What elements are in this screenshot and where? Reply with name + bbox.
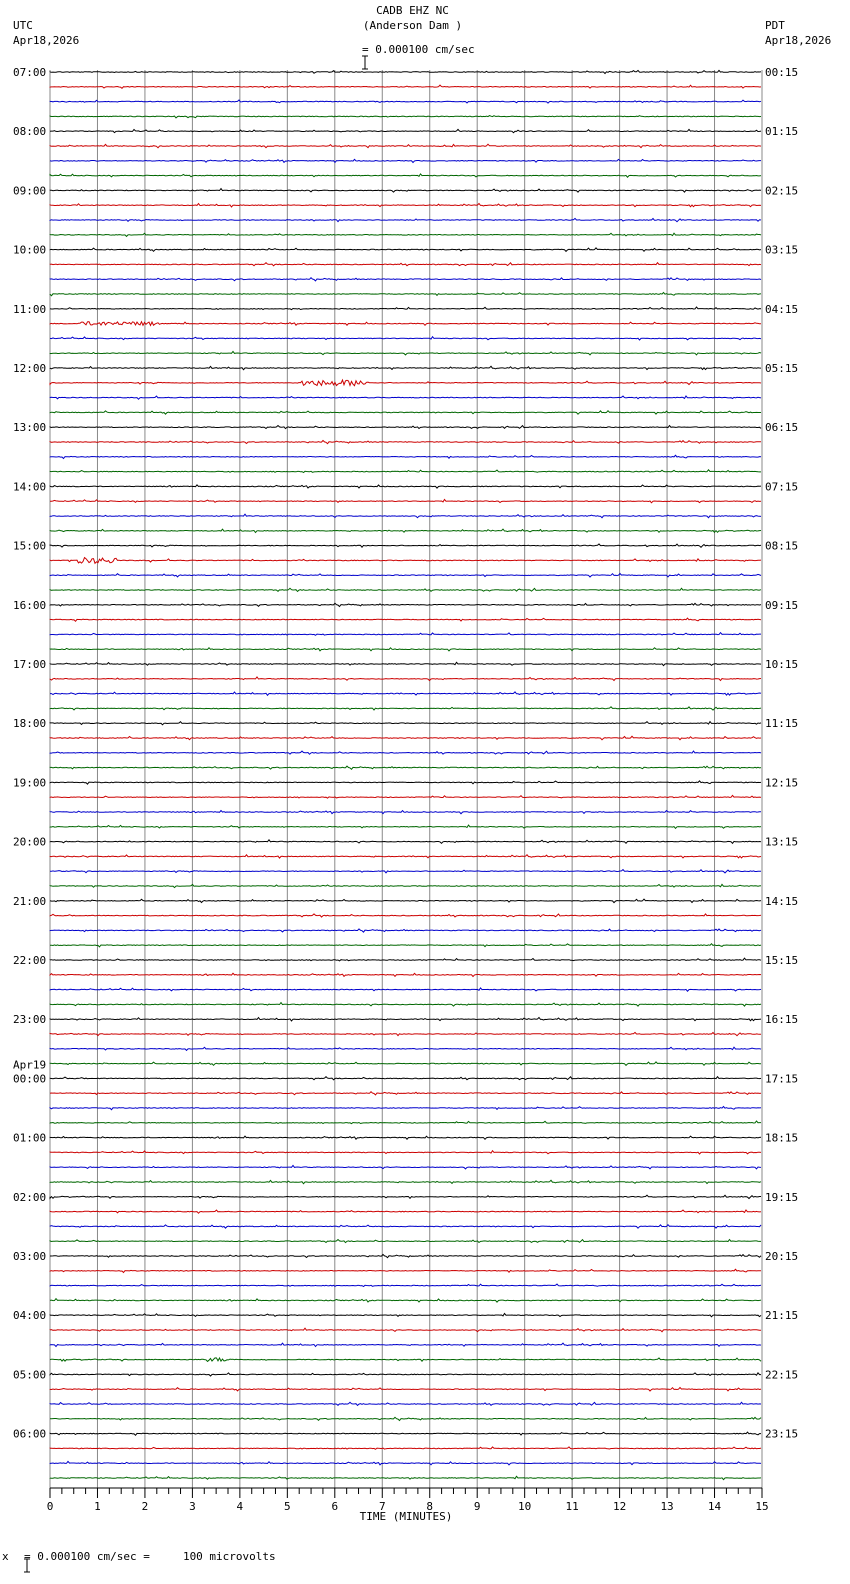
left-hour-label: 22:00 <box>13 954 47 967</box>
x-tick-label: 13 <box>660 1500 674 1513</box>
left-hour-label: 15:00 <box>13 539 47 553</box>
seismic-trace <box>50 455 761 458</box>
x-tick-label: 7 <box>378 1500 386 1513</box>
station-location: (Anderson Dam ) <box>362 19 463 32</box>
left-hour-label: 21:00 <box>13 894 47 908</box>
left-hour-label: 17:00 <box>13 658 47 671</box>
right-hour-label: 07:15 <box>765 480 799 494</box>
left-hour-label: 16:00 <box>13 598 47 612</box>
left-hour-label: 14:00 <box>13 480 47 494</box>
seismic-trace <box>50 1373 761 1376</box>
seismic-trace <box>50 380 761 386</box>
seismic-trace <box>50 293 761 296</box>
seismic-trace <box>50 337 761 340</box>
x-tick-label: 11 <box>565 1500 579 1513</box>
seismic-trace <box>50 485 761 488</box>
footer-marker: x <box>2 1550 9 1563</box>
seismic-trace <box>50 514 761 518</box>
seismic-trace <box>50 633 761 636</box>
seismic-trace <box>50 618 761 621</box>
right-hour-label: 03:15 <box>765 243 799 257</box>
x-tick-label: 9 <box>473 1500 481 1513</box>
seismic-trace <box>50 159 761 162</box>
right-hour-label: 09:15 <box>765 598 799 612</box>
seismic-trace <box>50 1447 761 1449</box>
seismic-trace <box>50 322 761 326</box>
seismic-trace <box>50 870 761 873</box>
seismic-trace <box>50 278 761 281</box>
seismic-trace <box>50 1284 761 1286</box>
x-tick-label: 12 <box>612 1500 627 1513</box>
seismic-trace <box>50 1165 761 1169</box>
seismic-trace <box>50 958 761 961</box>
seismic-trace <box>50 248 761 252</box>
seismic-trace <box>50 648 761 651</box>
seismic-trace <box>50 736 761 740</box>
seismic-trace <box>50 1388 761 1392</box>
seismic-trace <box>50 662 761 665</box>
seismic-trace <box>50 470 761 473</box>
seismic-trace <box>50 1121 761 1124</box>
seismic-trace <box>50 1180 761 1183</box>
seismic-trace <box>50 85 761 88</box>
seismic-trace <box>50 441 761 444</box>
left-timezone: UTC <box>13 19 33 32</box>
right-hour-label: 16:15 <box>765 1013 799 1027</box>
left-hour-label: 09:00 <box>13 184 47 198</box>
left-hour-label: 03:00 <box>13 1250 47 1263</box>
x-tick-label: 3 <box>189 1500 196 1513</box>
right-hour-label: 13:15 <box>765 835 799 849</box>
seismic-trace <box>50 840 761 844</box>
seismic-trace <box>50 1328 761 1332</box>
seismic-trace <box>50 1358 761 1362</box>
seismic-trace <box>50 529 761 532</box>
right-hour-label: 11:15 <box>765 717 799 731</box>
seismic-trace <box>50 795 761 798</box>
right-hour-label: 22:15 <box>765 1368 799 1382</box>
left-hour-label: 19:00 <box>13 776 47 790</box>
right-hour-label: 12:15 <box>765 776 799 790</box>
seismic-trace <box>50 781 761 784</box>
left-date: Apr18,2026 <box>13 34 80 47</box>
left-hour-label: 12:00 <box>13 362 47 375</box>
seismic-trace <box>50 366 761 369</box>
left-hour-label: 10:00 <box>13 243 47 257</box>
seismic-trace <box>50 1314 761 1317</box>
seismic-trace <box>50 973 761 976</box>
seismic-trace <box>50 603 761 606</box>
seismic-trace <box>50 722 761 725</box>
seismic-trace <box>50 426 761 429</box>
station-title: CADB EHZ NC <box>376 4 449 17</box>
seismic-trace <box>50 1432 761 1435</box>
right-hour-label: 10:15 <box>765 658 799 671</box>
x-tick-label: 1 <box>94 1500 101 1513</box>
seismic-trace <box>50 204 761 207</box>
left-date-label: Apr19 <box>13 1058 47 1072</box>
right-hour-label: 08:15 <box>765 539 799 553</box>
seismic-trace <box>50 263 761 266</box>
seismic-trace <box>50 1299 761 1303</box>
x-tick-label: 8 <box>426 1500 434 1513</box>
seismic-trace <box>50 1151 761 1154</box>
right-hour-label: 21:15 <box>765 1309 799 1323</box>
seismic-trace <box>50 396 761 399</box>
seismic-trace <box>50 544 761 547</box>
x-tick-label: 10 <box>518 1500 532 1513</box>
seismic-trace <box>50 174 761 177</box>
seismic-trace <box>50 899 761 903</box>
seismic-trace <box>50 1402 761 1405</box>
right-hour-label: 02:15 <box>765 184 799 198</box>
seismic-trace <box>50 70 761 73</box>
right-hour-label: 01:15 <box>765 125 799 139</box>
seismic-trace <box>50 116 761 118</box>
right-hour-label: 14:15 <box>765 894 799 908</box>
seismic-trace <box>50 144 761 148</box>
x-tick-label: 5 <box>284 1500 291 1513</box>
seismic-trace <box>50 1417 761 1420</box>
seismic-trace <box>50 1092 761 1095</box>
seismic-trace <box>50 884 761 887</box>
seismic-trace <box>50 855 761 858</box>
seismic-trace <box>50 1476 761 1479</box>
left-hour-label: 07:00 <box>13 66 47 79</box>
left-hour-label: 08:00 <box>13 125 47 139</box>
left-hour-label: 04:00 <box>13 1309 47 1323</box>
seismic-trace <box>50 1018 761 1021</box>
x-tick-label: 14 <box>707 1500 722 1513</box>
left-hour-label: 23:00 <box>13 1013 47 1027</box>
seismic-trace <box>50 307 761 310</box>
left-hour-label: 18:00 <box>13 717 47 731</box>
seismic-trace <box>50 1136 761 1139</box>
right-date: Apr18,2026 <box>765 34 832 47</box>
x-axis-label: TIME (MINUTES) <box>359 1510 453 1523</box>
right-hour-label: 18:15 <box>765 1131 799 1145</box>
seismic-trace <box>50 914 761 917</box>
left-hour-label: 13:00 <box>13 421 47 435</box>
seismic-trace <box>50 500 761 503</box>
right-hour-label: 23:15 <box>765 1427 799 1441</box>
x-tick-label: 2 <box>141 1500 149 1513</box>
seismic-trace <box>50 129 761 132</box>
x-tick-label: 4 <box>236 1500 244 1513</box>
footer-scale-label: = 0.000100 cm/sec = 100 microvolts <box>24 1550 276 1563</box>
seismic-trace <box>50 558 761 564</box>
left-hour-label: 02:00 <box>13 1190 47 1204</box>
seismic-trace <box>50 1255 761 1258</box>
seismic-trace <box>50 1032 761 1035</box>
seismic-trace <box>50 351 761 355</box>
right-hour-label: 20:15 <box>765 1250 799 1263</box>
seismic-trace <box>50 1269 761 1272</box>
seismic-trace <box>50 811 761 814</box>
right-hour-label: 17:15 <box>765 1072 799 1086</box>
seismic-trace <box>50 218 761 221</box>
seismic-trace <box>50 988 761 991</box>
x-tick-label: 0 <box>46 1500 54 1513</box>
seismic-trace <box>50 692 761 695</box>
left-hour-label: 11:00 <box>13 302 47 316</box>
seismic-trace <box>50 1225 761 1229</box>
x-tick-label: 6 <box>331 1500 339 1513</box>
seismic-trace <box>50 1107 761 1110</box>
seismic-trace <box>50 1240 761 1243</box>
right-hour-label: 06:15 <box>765 421 799 435</box>
seismic-trace <box>50 1461 761 1465</box>
seismic-trace <box>50 100 761 103</box>
left-hour-label: 20:00 <box>13 835 47 849</box>
seismic-trace <box>50 929 761 932</box>
seismic-trace <box>50 766 761 769</box>
seismic-trace <box>50 751 761 754</box>
seismic-trace <box>50 677 761 681</box>
left-hour-label: 06:00 <box>13 1427 47 1441</box>
right-hour-label: 00:15 <box>765 66 799 79</box>
seismic-trace <box>50 1343 761 1346</box>
seismic-trace <box>50 1210 761 1213</box>
seismic-trace <box>50 411 761 415</box>
x-tick-label: 15 <box>755 1500 769 1513</box>
left-hour-label: 00:00 <box>13 1072 47 1086</box>
left-hour-label: 05:00 <box>13 1368 47 1382</box>
seismic-trace <box>50 1195 761 1198</box>
right-hour-label: 15:15 <box>765 954 799 967</box>
seismic-trace <box>50 574 761 578</box>
right-hour-label: 04:15 <box>765 302 799 316</box>
right-timezone: PDT <box>765 19 785 32</box>
seismic-trace <box>50 707 761 710</box>
right-hour-label: 19:15 <box>765 1190 799 1204</box>
seismic-trace <box>50 1047 761 1050</box>
left-hour-label: 01:00 <box>13 1131 47 1145</box>
seismic-trace <box>50 1077 761 1080</box>
seismic-trace <box>50 233 761 236</box>
seismic-trace <box>50 825 761 828</box>
seismic-trace <box>50 1003 761 1007</box>
scale-label: = 0.000100 cm/sec <box>362 43 475 56</box>
seismic-trace <box>50 1062 761 1066</box>
seismic-trace <box>50 944 761 947</box>
right-hour-label: 05:15 <box>765 362 799 375</box>
seismic-trace <box>50 588 761 591</box>
seismic-trace <box>50 189 761 193</box>
